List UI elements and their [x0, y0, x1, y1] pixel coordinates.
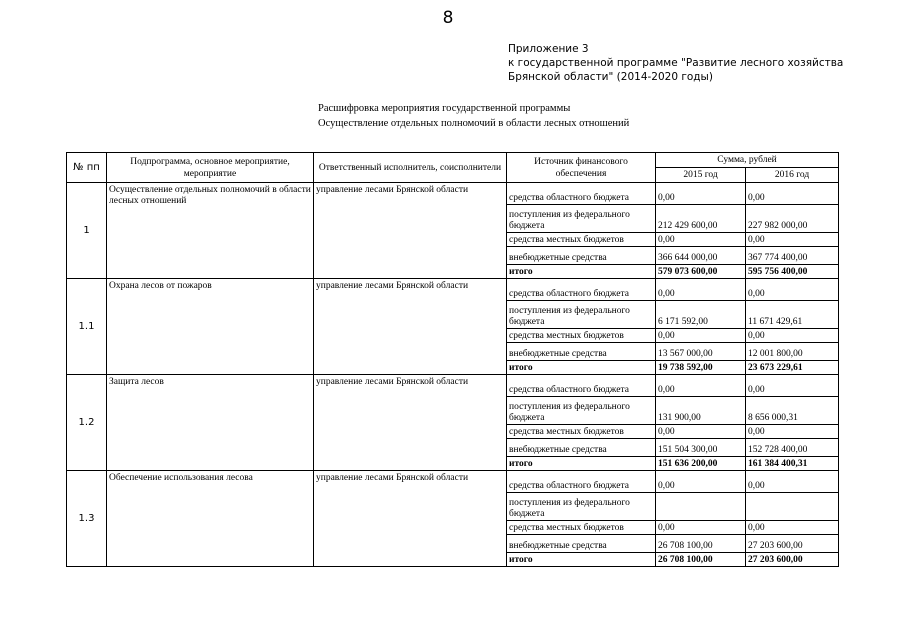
table-row — [67, 279, 839, 301]
row-number: 1.1 — [67, 279, 107, 375]
program-name: Обеспечение использования лесова — [107, 471, 314, 567]
funding-source: поступления из федерального бюджета — [507, 397, 656, 425]
amount-2016: 0,00 — [746, 471, 839, 493]
header-num: № пп — [67, 153, 107, 183]
amount-2015: 19 738 592,00 — [656, 361, 746, 375]
amount-2015: 0,00 — [656, 375, 746, 397]
program-name: Охрана лесов от пожаров — [107, 279, 314, 375]
funding-source: внебюджетные средства — [507, 247, 656, 265]
amount-2015: 366 644 000,00 — [656, 247, 746, 265]
amount-2016: 0,00 — [746, 375, 839, 397]
appendix-header — [508, 42, 888, 84]
amount-2016: 0,00 — [746, 233, 839, 247]
amount-2015: 151 636 200,00 — [656, 457, 746, 471]
program-name: Защита лесов — [107, 375, 314, 471]
amount-2015: 0,00 — [656, 425, 746, 439]
appendix-line: Брянской области" (2014-2020 годы) — [508, 71, 713, 83]
amount-2015: 26 708 100,00 — [656, 535, 746, 553]
funding-source: итого — [507, 265, 656, 279]
funding-source: внебюджетные средства — [507, 535, 656, 553]
funding-source: поступления из федерального бюджета — [507, 301, 656, 329]
appendix-line: Приложение 3 — [508, 43, 589, 55]
amount-2016: 12 001 800,00 — [746, 343, 839, 361]
funding-source: внебюджетные средства — [507, 439, 656, 457]
funding-source: средства областного бюджета — [507, 375, 656, 397]
amount-2016: 595 756 400,00 — [746, 265, 839, 279]
funding-source: итого — [507, 457, 656, 471]
amount-2016: 23 673 229,61 — [746, 361, 839, 375]
amount-2015: 0,00 — [656, 233, 746, 247]
funding-source: средства местных бюджетов — [507, 233, 656, 247]
funding-source: средства областного бюджета — [507, 279, 656, 301]
document-title — [318, 101, 629, 131]
funding-source: средства областного бюджета — [507, 183, 656, 205]
amount-2016: 27 203 600,00 — [746, 535, 839, 553]
amount-2015: 579 073 600,00 — [656, 265, 746, 279]
amount-2015: 0,00 — [656, 183, 746, 205]
header-program: Подпрограмма, основное мероприятие, мероприятие — [107, 153, 314, 183]
header-year-2016: 2016 год — [746, 168, 839, 183]
table-row — [67, 183, 839, 205]
table-body — [67, 183, 839, 567]
funding-source: средства областного бюджета — [507, 471, 656, 493]
amount-2015: 212 429 600,00 — [656, 205, 746, 233]
funding-source: средства местных бюджетов — [507, 425, 656, 439]
table-row — [67, 471, 839, 493]
funding-source: средства местных бюджетов — [507, 521, 656, 535]
header-sum: Сумма, рублей — [656, 153, 839, 168]
program-name: Осуществление отдельных полномочий в области лесных отношений — [107, 183, 314, 279]
amount-2015: 6 171 592,00 — [656, 301, 746, 329]
header-year-2015: 2015 год — [656, 168, 746, 183]
amount-2016: 0,00 — [746, 425, 839, 439]
amount-2016: 0,00 — [746, 329, 839, 343]
executor: управление лесами Брянской области — [314, 183, 507, 279]
appendix-line: к государственной программе "Развитие лесного хозяйства — [508, 57, 844, 69]
amount-2015: 0,00 — [656, 471, 746, 493]
funding-source: поступления из федерального бюджета — [507, 205, 656, 233]
row-number: 1.3 — [67, 471, 107, 567]
amount-2016 — [746, 493, 839, 521]
executor: управление лесами Брянской области — [314, 279, 507, 375]
amount-2016: 152 728 400,00 — [746, 439, 839, 457]
amount-2016: 0,00 — [746, 521, 839, 535]
funding-source: итого — [507, 553, 656, 567]
title-line: Осуществление отдельных полномочий в области лесных отношений — [318, 118, 630, 129]
amount-2015: 0,00 — [656, 521, 746, 535]
amount-2016: 367 774 400,00 — [746, 247, 839, 265]
amount-2015: 151 504 300,00 — [656, 439, 746, 457]
amount-2015: 0,00 — [656, 329, 746, 343]
funding-source: средства местных бюджетов — [507, 329, 656, 343]
amount-2015 — [656, 493, 746, 521]
amount-2016: 227 982 000,00 — [746, 205, 839, 233]
funding-source: итого — [507, 361, 656, 375]
amount-2016: 0,00 — [746, 279, 839, 301]
funding-table — [66, 152, 839, 567]
header-executor: Ответственный исполнитель, соисполнители — [314, 153, 507, 183]
funding-source: внебюджетные средства — [507, 343, 656, 361]
funding-source: поступления из федерального бюджета — [507, 493, 656, 521]
amount-2015: 26 708 100,00 — [656, 553, 746, 567]
amount-2016: 11 671 429,61 — [746, 301, 839, 329]
table-row — [67, 375, 839, 397]
executor: управление лесами Брянской области — [314, 471, 507, 567]
header-source: Источник финансового обеспечения — [507, 153, 656, 183]
amount-2015: 131 900,00 — [656, 397, 746, 425]
row-number: 1 — [67, 183, 107, 279]
executor: управление лесами Брянской области — [314, 375, 507, 471]
row-number: 1.2 — [67, 375, 107, 471]
page-number: 8 — [442, 8, 454, 28]
amount-2015: 13 567 000,00 — [656, 343, 746, 361]
title-line: Расшифровка мероприятия государственной программы — [318, 103, 571, 114]
amount-2016: 0,00 — [746, 183, 839, 205]
amount-2015: 0,00 — [656, 279, 746, 301]
amount-2016: 8 656 000,31 — [746, 397, 839, 425]
amount-2016: 161 384 400,31 — [746, 457, 839, 471]
amount-2016: 27 203 600,00 — [746, 553, 839, 567]
